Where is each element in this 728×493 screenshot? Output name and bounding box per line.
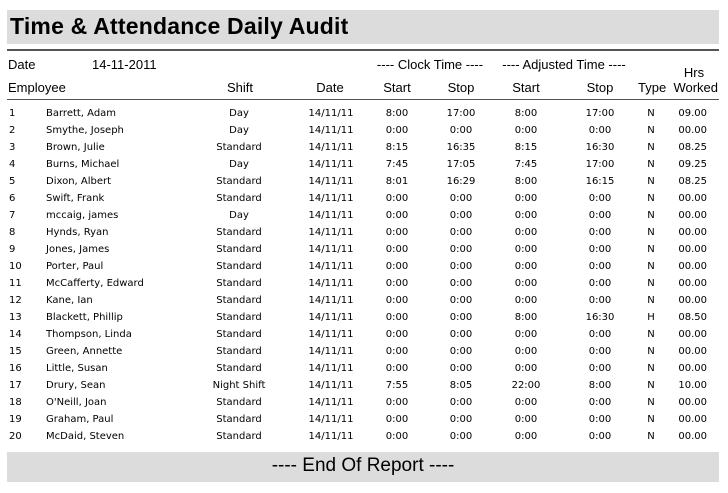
clock-stop-cell: 0:00: [449, 295, 473, 306]
clock-start-cell: 0:00: [385, 227, 409, 238]
hours-worked-cell: 00.00: [678, 329, 707, 340]
shift-column-header: Shift: [226, 80, 253, 95]
adjusted-start-cell: 0:00: [514, 329, 538, 340]
adjusted-stop-cell: 16:30: [585, 142, 615, 153]
employee-name-cell: Porter, Paul: [46, 261, 104, 272]
type-cell: N: [647, 176, 655, 187]
clock-start-cell: 7:55: [385, 380, 409, 391]
shift-cell: Standard: [216, 346, 262, 357]
adjusted-stop-cell: 16:30: [585, 312, 615, 323]
adjusted-stop-cell: 0:00: [588, 363, 612, 374]
table-row: [0, 326, 728, 343]
employee-number-cell: 5: [9, 176, 16, 187]
end-of-report-label: ---- End Of Report ----: [271, 455, 455, 476]
employee-name-cell: Hynds, Ryan: [46, 227, 109, 238]
shift-cell: Standard: [216, 193, 262, 204]
clock-stop-cell: 8:05: [449, 380, 473, 391]
worked-column-header: Worked: [673, 80, 718, 95]
hours-worked-cell: 00.00: [678, 397, 707, 408]
hours-worked-cell: 00.00: [678, 278, 707, 289]
date-label: Date: [8, 57, 36, 72]
employee-number-cell: 13: [9, 312, 22, 323]
employee-name-cell: Green, Annette: [46, 346, 123, 357]
adjusted-stop-cell: 8:00: [588, 380, 612, 391]
type-cell: N: [647, 244, 655, 255]
clock-stop-column-header: Stop: [447, 80, 475, 95]
clock-stop-cell: 17:05: [446, 159, 476, 170]
date-cell: 14/11/11: [308, 193, 354, 204]
hours-worked-cell: 00.00: [678, 363, 707, 374]
employee-number-cell: 9: [9, 244, 16, 255]
type-cell: N: [647, 414, 655, 425]
adjusted-start-cell: 0:00: [514, 295, 538, 306]
adjusted-start-cell: 8:15: [514, 142, 538, 153]
employee-name-cell: Burns, Michael: [46, 159, 120, 170]
clock-stop-cell: 0:00: [449, 125, 473, 136]
clock-stop-cell: 0:00: [449, 261, 473, 272]
employee-name-cell: O'Neill, Joan: [46, 397, 107, 408]
date-cell: 14/11/11: [308, 227, 354, 238]
clock-stop-cell: 0:00: [449, 397, 473, 408]
adjusted-start-cell: 8:00: [514, 176, 538, 187]
clock-start-cell: 7:45: [385, 159, 409, 170]
adjusted-stop-cell: 0:00: [588, 295, 612, 306]
type-cell: N: [647, 210, 655, 221]
table-row: [0, 241, 728, 258]
employee-number-cell: 7: [9, 210, 16, 221]
date-cell: 14/11/11: [308, 431, 354, 442]
employee-name-cell: Brown, Julie: [46, 142, 105, 153]
date-column-header: Date: [316, 80, 344, 95]
table-row: [0, 173, 728, 190]
table-row: [0, 411, 728, 428]
adjusted-stop-cell: 0:00: [588, 278, 612, 289]
shift-cell: Standard: [216, 261, 262, 272]
employee-number-cell: 12: [9, 295, 22, 306]
type-cell: H: [647, 312, 655, 323]
hours-worked-cell: 00.00: [678, 295, 707, 306]
clock-start-cell: 0:00: [385, 278, 409, 289]
adjusted-stop-column-header: Stop: [586, 80, 614, 95]
adjusted-stop-cell: 0:00: [588, 397, 612, 408]
report-title: Time & Attendance Daily Audit: [10, 13, 349, 39]
employee-name-cell: Swift, Frank: [46, 193, 105, 204]
adjusted-stop-cell: 17:00: [585, 108, 615, 119]
clock-start-cell: 0:00: [385, 210, 409, 221]
table-row: [0, 105, 728, 122]
employee-number-cell: 3: [9, 142, 16, 153]
shift-cell: Standard: [216, 312, 262, 323]
clock-stop-cell: 0:00: [449, 227, 473, 238]
clock-start-cell: 0:00: [385, 312, 409, 323]
report-date: 14-11-2011: [92, 57, 157, 72]
table-row: [0, 258, 728, 275]
clock-start-cell: 0:00: [385, 346, 409, 357]
clock-stop-cell: 0:00: [449, 431, 473, 442]
shift-cell: Standard: [216, 244, 262, 255]
table-row: [0, 156, 728, 173]
date-cell: 14/11/11: [308, 346, 354, 357]
type-cell: N: [647, 142, 655, 153]
adjusted-start-cell: 8:00: [514, 108, 538, 119]
table-row: [0, 360, 728, 377]
hours-worked-cell: 08.25: [678, 142, 707, 153]
clock-start-cell: 0:00: [385, 363, 409, 374]
hours-worked-cell: 00.00: [678, 210, 707, 221]
hours-worked-cell: 09.25: [678, 159, 707, 170]
employee-number-cell: 6: [9, 193, 16, 204]
employee-name-cell: Thompson, Linda: [46, 329, 132, 340]
header-top-rule: [7, 49, 719, 51]
employee-name-cell: Smythe, Joseph: [46, 125, 124, 136]
adjusted-stop-cell: 16:15: [585, 176, 615, 187]
adjusted-start-cell: 0:00: [514, 227, 538, 238]
employee-name-cell: Blackett, Phillip: [46, 312, 123, 323]
shift-cell: Standard: [216, 329, 262, 340]
adjusted-stop-cell: 0:00: [588, 261, 612, 272]
hours-worked-cell: 10.00: [678, 380, 707, 391]
hours-worked-cell: 00.00: [678, 431, 707, 442]
hours-worked-cell: 00.00: [678, 261, 707, 272]
shift-cell: Standard: [216, 431, 262, 442]
shift-cell: Standard: [216, 295, 262, 306]
adjusted-stop-cell: 0:00: [588, 431, 612, 442]
type-column-header: Type: [638, 80, 667, 95]
shift-cell: Day: [229, 125, 249, 136]
date-cell: 14/11/11: [308, 176, 354, 187]
adjusted-start-cell: 0:00: [514, 278, 538, 289]
employee-name-cell: Drury, Sean: [46, 380, 106, 391]
type-cell: N: [647, 278, 655, 289]
clock-start-cell: 0:00: [385, 193, 409, 204]
adjusted-stop-cell: 0:00: [588, 329, 612, 340]
employee-name-cell: McCafferty, Edward: [46, 278, 144, 289]
shift-cell: Standard: [216, 142, 262, 153]
clock-start-cell: 0:00: [385, 329, 409, 340]
shift-cell: Standard: [216, 176, 262, 187]
type-cell: N: [647, 295, 655, 306]
hours-worked-cell: 08.50: [678, 312, 707, 323]
adjusted-start-cell: 0:00: [514, 193, 538, 204]
date-cell: 14/11/11: [308, 142, 354, 153]
header-bottom-rule: [7, 99, 719, 100]
hours-worked-cell: 09.00: [678, 108, 707, 119]
clock-stop-cell: 16:35: [446, 142, 476, 153]
shift-cell: Day: [229, 159, 249, 170]
adjusted-start-cell: 8:00: [514, 312, 538, 323]
clock-stop-cell: 0:00: [449, 312, 473, 323]
adjusted-start-cell: 0:00: [514, 346, 538, 357]
type-cell: N: [647, 227, 655, 238]
clock-stop-cell: 0:00: [449, 193, 473, 204]
table-row: [0, 428, 728, 445]
employee-number-cell: 18: [9, 397, 22, 408]
adjusted-start-cell: 22:00: [511, 380, 541, 391]
type-cell: N: [647, 380, 655, 391]
table-row: [0, 207, 728, 224]
employee-number-cell: 8: [9, 227, 16, 238]
date-cell: 14/11/11: [308, 108, 354, 119]
clock-start-column-header: Start: [383, 80, 411, 95]
table-row: [0, 292, 728, 309]
type-cell: N: [647, 346, 655, 357]
shift-cell: Night Shift: [212, 380, 266, 391]
clock-start-cell: 0:00: [385, 414, 409, 425]
adjusted-start-cell: 0:00: [514, 261, 538, 272]
type-cell: N: [647, 329, 655, 340]
employee-name-cell: Kane, Ian: [46, 295, 93, 306]
employee-name-cell: Barrett, Adam: [46, 108, 117, 119]
date-cell: 14/11/11: [308, 380, 354, 391]
clock-start-cell: 0:00: [385, 244, 409, 255]
clock-start-cell: 8:00: [385, 108, 409, 119]
employee-number-cell: 20: [9, 431, 22, 442]
hours-worked-cell: 08.25: [678, 176, 707, 187]
clock-start-cell: 0:00: [385, 397, 409, 408]
adjusted-stop-cell: 0:00: [588, 193, 612, 204]
table-row: [0, 190, 728, 207]
adjusted-start-column-header: Start: [512, 80, 540, 95]
hours-worked-cell: 00.00: [678, 227, 707, 238]
date-cell: 14/11/11: [308, 278, 354, 289]
hours-worked-cell: 00.00: [678, 244, 707, 255]
clock-stop-cell: 0:00: [449, 278, 473, 289]
adjusted-stop-cell: 0:00: [588, 125, 612, 136]
date-cell: 14/11/11: [308, 295, 354, 306]
clock-start-cell: 0:00: [385, 431, 409, 442]
adjusted-stop-cell: 0:00: [588, 227, 612, 238]
clock-stop-cell: 0:00: [449, 414, 473, 425]
adjusted-start-cell: 0:00: [514, 125, 538, 136]
employee-number-cell: 15: [9, 346, 22, 357]
type-cell: N: [647, 108, 655, 119]
type-cell: N: [647, 431, 655, 442]
adjusted-start-cell: 0:00: [514, 363, 538, 374]
report-title-bar: [7, 10, 719, 44]
date-cell: 14/11/11: [308, 261, 354, 272]
clock-stop-cell: 16:29: [446, 176, 476, 187]
adjusted-start-cell: 0:00: [514, 244, 538, 255]
shift-cell: Standard: [216, 363, 262, 374]
shift-cell: Day: [229, 210, 249, 221]
employee-number-cell: 17: [9, 380, 22, 391]
employee-name-cell: Dixon, Albert: [46, 176, 112, 187]
adjusted-stop-cell: 0:00: [588, 346, 612, 357]
clock-start-cell: 8:01: [385, 176, 409, 187]
date-cell: 14/11/11: [308, 125, 354, 136]
adjusted-start-cell: 0:00: [514, 431, 538, 442]
shift-cell: Standard: [216, 397, 262, 408]
employee-number-cell: 16: [9, 363, 22, 374]
clock-start-cell: 8:15: [385, 142, 409, 153]
hours-worked-cell: 00.00: [678, 346, 707, 357]
type-cell: N: [647, 193, 655, 204]
employee-number-cell: 2: [9, 125, 16, 136]
table-row: [0, 309, 728, 326]
report-footer-bar: [7, 452, 719, 482]
date-cell: 14/11/11: [308, 329, 354, 340]
shift-cell: Day: [229, 108, 249, 119]
table-row: [0, 394, 728, 411]
type-cell: N: [647, 261, 655, 272]
table-row: [0, 275, 728, 292]
date-cell: 14/11/11: [308, 312, 354, 323]
clock-stop-cell: 0:00: [449, 363, 473, 374]
clock-stop-cell: 0:00: [449, 244, 473, 255]
employee-name-cell: Jones, James: [46, 244, 110, 255]
employee-name-cell: Graham, Paul: [46, 414, 114, 425]
shift-cell: Standard: [216, 227, 262, 238]
employee-number-cell: 19: [9, 414, 22, 425]
shift-cell: Standard: [216, 278, 262, 289]
adjusted-start-cell: 0:00: [514, 397, 538, 408]
hrs-label: Hrs: [683, 65, 705, 80]
clock-stop-cell: 0:00: [449, 346, 473, 357]
employee-number-cell: 10: [9, 261, 22, 272]
date-cell: 14/11/11: [308, 244, 354, 255]
type-cell: N: [647, 363, 655, 374]
table-row: [0, 343, 728, 360]
employee-name-cell: McDaid, Steven: [46, 431, 125, 442]
adjusted-start-cell: 7:45: [514, 159, 538, 170]
table-row: [0, 224, 728, 241]
employee-column-header: Employee: [8, 80, 66, 95]
hours-worked-cell: 00.00: [678, 193, 707, 204]
clock-stop-cell: 0:00: [449, 329, 473, 340]
adjusted-start-cell: 0:00: [514, 414, 538, 425]
adjusted-time-group-label: ---- Adjusted Time ----: [502, 57, 626, 72]
adjusted-stop-cell: 0:00: [588, 244, 612, 255]
hours-worked-cell: 00.00: [678, 414, 707, 425]
type-cell: N: [647, 125, 655, 136]
clock-start-cell: 0:00: [385, 125, 409, 136]
employee-name-cell: mccaig, james: [46, 210, 119, 221]
employee-name-cell: Little, Susan: [46, 363, 108, 374]
shift-cell: Standard: [216, 414, 262, 425]
adjusted-stop-cell: 17:00: [585, 159, 615, 170]
clock-start-cell: 0:00: [385, 261, 409, 272]
date-cell: 14/11/11: [308, 397, 354, 408]
employee-number-cell: 14: [9, 329, 22, 340]
date-cell: 14/11/11: [308, 159, 354, 170]
adjusted-stop-cell: 0:00: [588, 414, 612, 425]
employee-number-cell: 11: [9, 278, 22, 289]
type-cell: N: [647, 397, 655, 408]
employee-number-cell: 1: [9, 108, 16, 119]
date-cell: 14/11/11: [308, 414, 354, 425]
clock-time-group-label: ---- Clock Time ----: [376, 57, 484, 72]
adjusted-stop-cell: 0:00: [588, 210, 612, 221]
employee-number-cell: 4: [9, 159, 16, 170]
date-cell: 14/11/11: [308, 210, 354, 221]
table-row: [0, 122, 728, 139]
adjusted-start-cell: 0:00: [514, 210, 538, 221]
clock-stop-cell: 17:00: [446, 108, 476, 119]
clock-start-cell: 0:00: [385, 295, 409, 306]
table-row: [0, 377, 728, 394]
table-row: [0, 139, 728, 156]
hours-worked-cell: 00.00: [678, 125, 707, 136]
clock-stop-cell: 0:00: [449, 210, 473, 221]
type-cell: N: [647, 159, 655, 170]
date-cell: 14/11/11: [308, 363, 354, 374]
